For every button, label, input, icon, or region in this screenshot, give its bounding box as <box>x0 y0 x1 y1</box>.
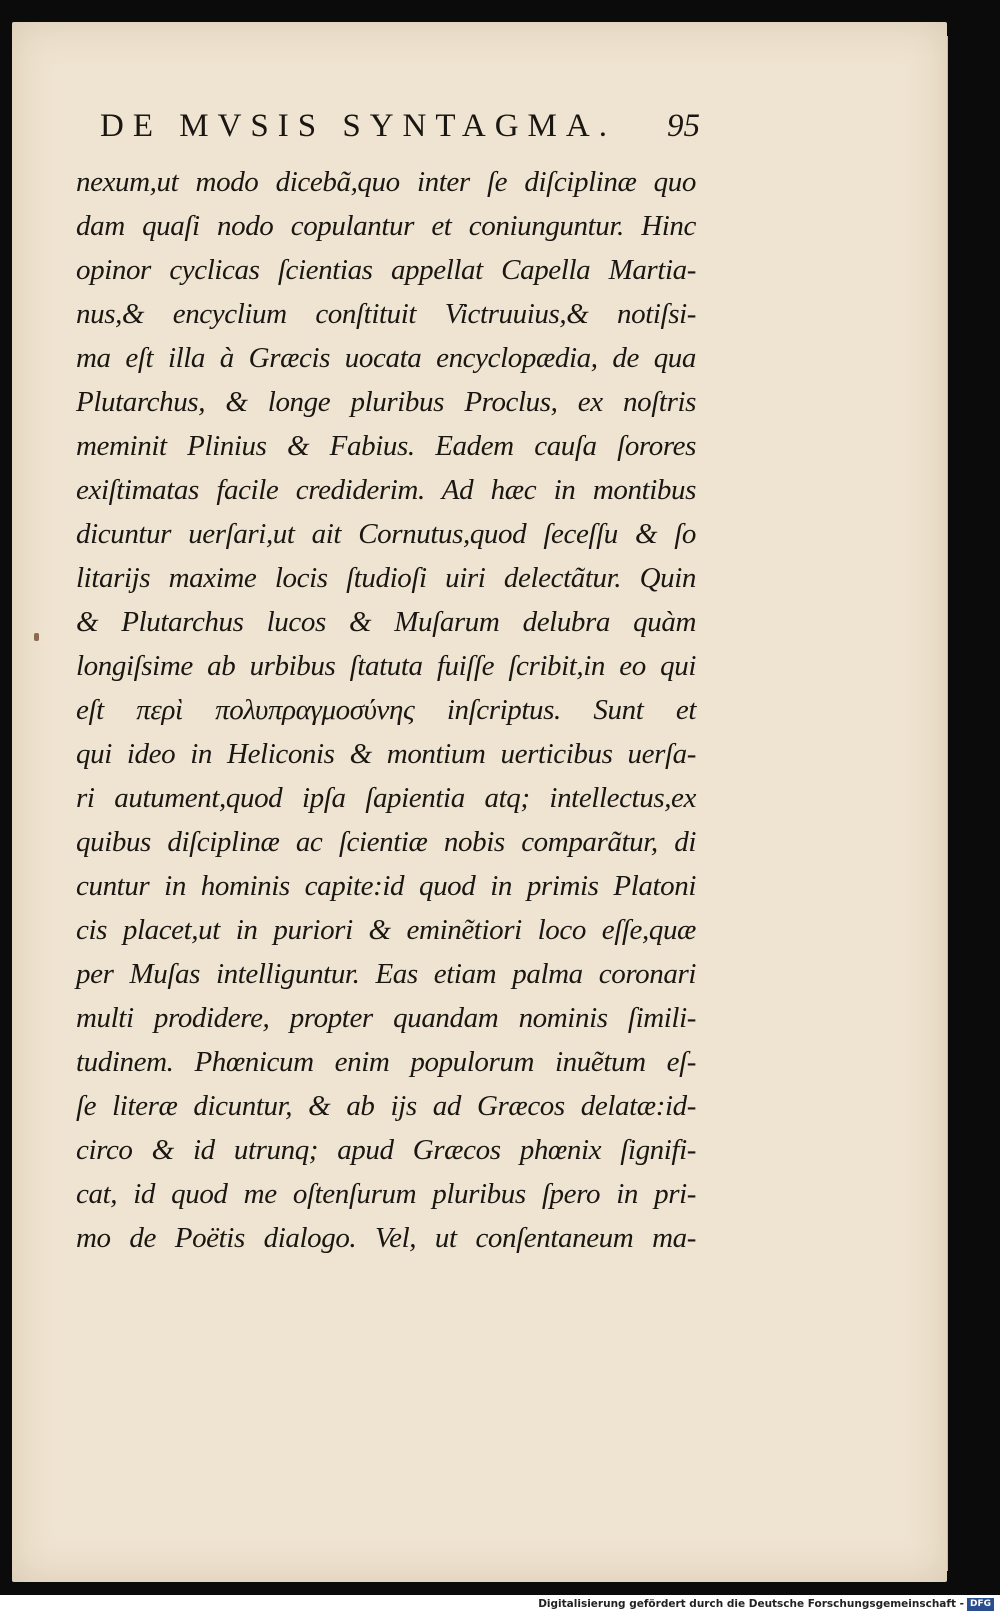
text-line: tudinem. Phœnicum enim populorum inuẽtum eſ- <box>76 1046 696 1078</box>
text-line: ri autument,quod ipſa ſapientia atq; intellectus,ex <box>76 782 696 814</box>
text-line: litarijs maxime locis ſtudioſi uiri delectãtur. Quin <box>76 562 696 594</box>
text-line: nus,& encyclium conſtituit Victruuius,& notiſsi- <box>76 298 696 330</box>
text-line: ma eſt illa à Græcis uocata encyclopædia, de qua <box>76 342 696 374</box>
text-line: dicuntur uerſari,ut ait Cornutus,quod ſeceſſu & ſo <box>76 518 696 550</box>
text-line: mo de Poëtis dialogo. Vel, ut conſentaneum ma- <box>76 1222 696 1254</box>
funding-credit: Digitalisierung gefördert durch die Deutsche Forschungsgemeinschaft - <box>538 1598 964 1610</box>
text-line: & Plutarchus lucos & Muſarum delubra quàm <box>76 606 696 638</box>
text-line: longiſsime ab urbibus ſtatuta fuiſſe ſcribit,in eo qui <box>76 650 696 682</box>
text-line: exiſtimatas facile crediderim. Ad hæc in montibus <box>76 474 696 506</box>
text-line: opinor cyclicas ſcientias appellat Capella Martia- <box>76 254 696 286</box>
text-line: multi prodidere, propter quandam nominis ſimili- <box>76 1002 696 1034</box>
text-line: quibus diſciplinæ ac ſcientiæ nobis comparãtur, di <box>76 826 696 858</box>
text-line: nexum,ut modo dicebã,quo inter ſe diſciplinæ quo <box>76 166 696 198</box>
text-line: cat, id quod me oſtenſurum pluribus ſpero in pri- <box>76 1178 696 1210</box>
text-line: dam quaſi nodo copulantur et coniunguntur. Hinc <box>76 210 696 242</box>
margin-stain <box>34 633 39 641</box>
text-line: cuntur in hominis capite:id quod in primis Platoni <box>76 870 696 902</box>
text-line: qui ideo in Heliconis & montium uerticibus uerſa- <box>76 738 696 770</box>
running-head <box>100 108 700 160</box>
text-line: eſt περὶ πολυπραγμοσύνης inſcriptus. Sunt et <box>76 694 696 726</box>
text-line: circo & id utrunq; apud Græcos phœnix ſignifi- <box>76 1134 696 1166</box>
text-line: ſe literæ dicuntur, & ab ijs ad Græcos delatæ:id- <box>76 1090 696 1122</box>
body-text <box>76 160 696 1260</box>
running-title: DE MVSIS SYNTAGMA. <box>100 108 616 144</box>
page-number: 95 <box>667 108 700 144</box>
text-line: Plutarchus, & longe pluribus Proclus, ex noſtris <box>76 386 696 418</box>
dfg-logo: DFG <box>967 1598 994 1611</box>
text-line: cis placet,ut in puriori & eminẽtiori loco eſſe,quæ <box>76 914 696 946</box>
text-line: per Muſas intelliguntur. Eas etiam palma coronari <box>76 958 696 990</box>
text-line: meminit Plinius & Fabius. Eadem cauſa ſorores <box>76 430 696 462</box>
